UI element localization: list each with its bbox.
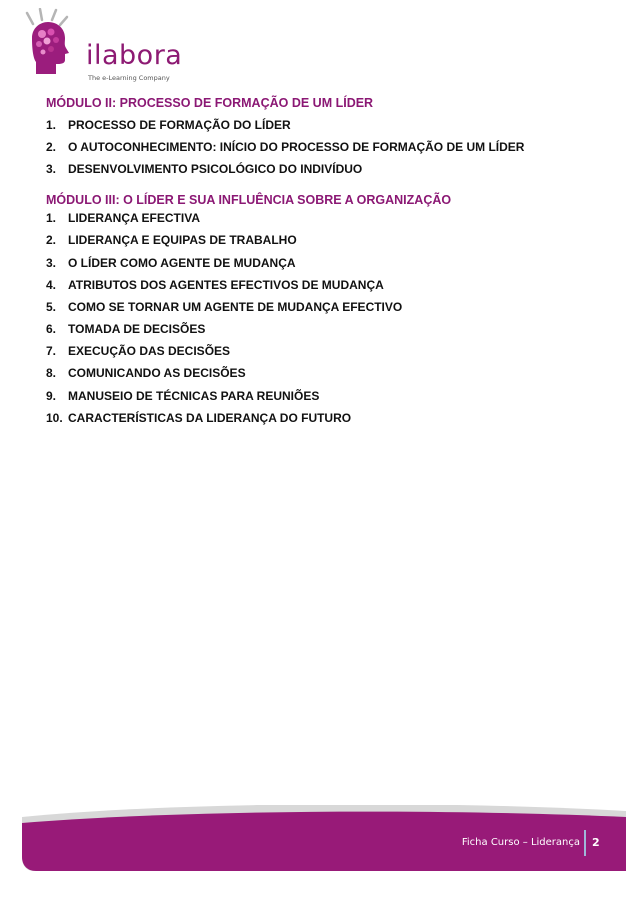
module-2-title: MÓDULO II: PROCESSO DE FORMAÇÃO DE UM LÍDER xyxy=(46,96,374,110)
ilabora-logo xyxy=(20,8,183,82)
module-2-item: 3. DESENVOLVIMENTO PSICOLÓGICO DO INDIVÍDUO xyxy=(46,162,363,176)
module-3-item: 3. O LÍDER COMO AGENTE DE MUDANÇA xyxy=(46,256,296,270)
module-3-item: 10. CARACTERÍSTICAS DA LIDERANÇA DO FUTURO xyxy=(46,411,352,425)
footer-doc-label: Ficha Curso – Liderança xyxy=(461,837,580,848)
footer-divider xyxy=(584,830,586,856)
module-3-item: 1. LIDERANÇA EFECTIVA xyxy=(46,211,200,225)
module-3-item: 9. MANUSEIO DE TÉCNICAS PARA REUNIÕES xyxy=(46,389,320,403)
module-2-item: 2. O AUTOCONHECIMENTO: INÍCIO DO PROCESSO DE FORMAÇÃO DE UM LÍDER xyxy=(46,140,525,154)
module-3-title: MÓDULO III: O LÍDER E SUA INFLUÊNCIA SOBRE A ORGANIZAÇÃO xyxy=(46,193,452,207)
module-3-item: 7. EXECUÇÃO DAS DECISÕES xyxy=(46,344,231,358)
module-3-item: 4. ATRIBUTOS DOS AGENTES EFECTIVOS DE MUDANÇA xyxy=(46,278,384,292)
page-number: 2 xyxy=(592,836,600,849)
module-3-item: 8. COMUNICANDO AS DECISÕES xyxy=(46,366,246,380)
module-3-item: 6. TOMADA DE DECISÕES xyxy=(46,322,206,336)
head-icon xyxy=(20,8,90,80)
logo-tagline: The e-Learning Company xyxy=(88,74,170,82)
module-3-item: 5. COMO SE TORNAR UM AGENTE DE MUDANÇA EFECTIVO xyxy=(46,300,403,314)
module-2-item: 1. PROCESSO DE FORMAÇÃO DO LÍDER xyxy=(46,118,291,132)
logo-wordmark: ilabora xyxy=(86,40,183,71)
module-3-item: 2. LIDERANÇA E EQUIPAS DE TRABALHO xyxy=(46,233,297,247)
